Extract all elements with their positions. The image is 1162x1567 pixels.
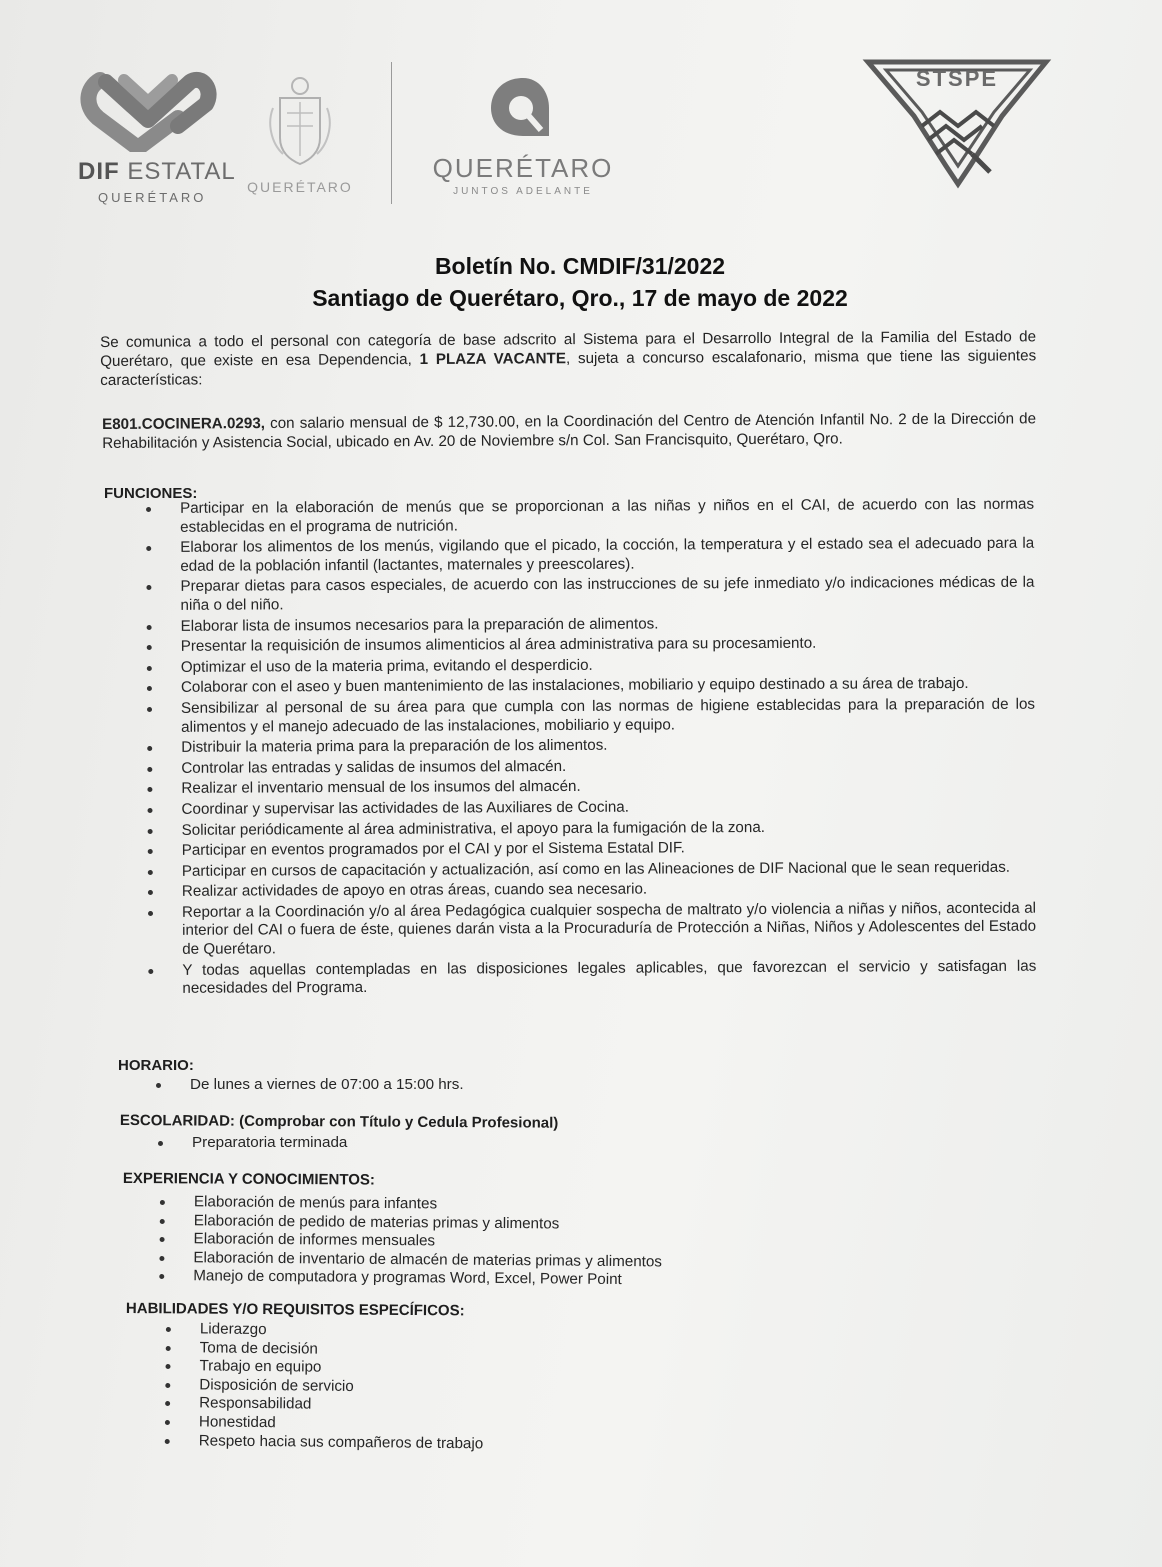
experiencia-heading: EXPERIENCIA Y CONOCIMIENTOS:: [122, 1170, 375, 1189]
dif-heart-icon: [78, 62, 218, 152]
list-item: Colaborar con el aseo y buen mantenimiento de las instalaciones, mobiliario y equipo destinado a su área de trabajo.: [147, 675, 1035, 698]
bulletin-number: Boletín No. CMDIF/31/2022: [434, 253, 726, 279]
list-item: Elaboración de informes mensuales: [160, 1230, 780, 1254]
list-item: Realizar el inventario mensual de los insumos del almacén.: [147, 776, 1035, 799]
list-item: Optimizar el uso de la materia prima, evitando el desperdicio.: [147, 654, 1035, 677]
stspe-emblem-icon: [862, 54, 1052, 194]
list-item: Disposición de servicio: [165, 1376, 665, 1400]
dif-subtitle: QUERÉTARO: [98, 190, 207, 205]
list-item: Toma de decisión: [166, 1339, 666, 1363]
stspe-text: STSPE: [915, 66, 999, 91]
list-item: Responsabilidad: [165, 1394, 665, 1418]
list-item: Elaborar lista de insumos necesarios para la preparación de alimentos.: [147, 613, 1035, 636]
horario-heading: HORARIO:: [118, 1057, 194, 1074]
list-item: Sensibilizar al personal de su área para que cumpla con las normas de higiene establecidas para la preparación de los alimentos y el manejo adecuado de las instalaciones, mobiliario y equipo.: [147, 696, 1035, 738]
funciones-heading: FUNCIONES:: [104, 485, 198, 502]
list-item: Reportar a la Coordinación y/o al área Pedagógica cualquier sospecha de maltrato y/o violencia a niñas y niños, acontecida al interior del CAI o fuera de éste, quienes darán vista a la Procuraduría de Protección a Niñas, Niños y Adolescentes del Estado de Querétaro.: [148, 900, 1036, 960]
list-item: Presentar la requisición de insumos alimenticios al área administrativa para su procesamiento.: [147, 634, 1035, 657]
escolaridad-list: [158, 1134, 558, 1153]
list-item: Manejo de computadora y programas Word, Excel, Power Point: [159, 1267, 779, 1291]
dif-name: DIF ESTATAL: [78, 158, 236, 185]
list-item: Coordinar y supervisar las actividades de las Auxiliares de Cocina.: [147, 797, 1035, 820]
list-item: Controlar las entradas y salidas de insumos del almacén.: [147, 755, 1035, 778]
list-item: Solicitar periódicamente al área administrativa, el apoyo para la fumigación de la zona.: [148, 817, 1036, 840]
list-item: Participar en eventos programados por el CAI y por el Sistema Estatal DIF.: [148, 838, 1036, 861]
list-item: Elaboración de inventario de almacén de materias primas y alimentos: [159, 1249, 779, 1273]
horario-list: [156, 1076, 556, 1095]
list-item: Elaborar los alimentos de los menús, vigilando que el picado, la cocción, la temperatura y el estado sea el adecuado para la edad de la población infantil (lactantes, maternales y preescolares).: [146, 535, 1034, 577]
experiencia-list: [159, 1193, 780, 1291]
list-item: Respeto hacia sus compañeros de trabajo: [165, 1432, 665, 1456]
list-item: Elaboración de pedido de materias primas y alimentos: [160, 1212, 780, 1236]
position-paragraph: E801.COCINERA.0293, con salario mensual de $ 12,730.00, en la Coordinación del Centro de Atención Infantil No. 2 de la Dirección de Rehabilitación y Asistencia Social, ubicado en Av. 20 de Noviembre s/n Col. San Francisquito, Querétaro, Qro.: [102, 410, 1037, 452]
escolaridad-heading: ESCOLARIDAD: (Comprobar con Título y Cedula Profesional): [119, 1112, 559, 1132]
list-item: Preparatoria terminada: [158, 1134, 558, 1153]
list-item: Participar en cursos de capacitación y actualización, así como en las Alineaciones de DIF Nacional que le sean requeridas.: [148, 858, 1036, 881]
queretaro-name: QUERÉTARO: [432, 153, 614, 183]
stspe-logo: [862, 54, 1052, 199]
funciones-list: [146, 496, 1036, 1001]
queretaro-slogan: JUNTOS ADELANTE: [453, 186, 593, 197]
queretaro-logo: [428, 72, 618, 197]
header-divider: [391, 62, 392, 204]
list-item: Trabajo en equipo: [165, 1357, 665, 1381]
crest-subtitle: QUERÉTARO: [247, 179, 353, 195]
list-item: Distribuir la materia prima para la preparación de los alimentos.: [147, 735, 1035, 758]
list-item: Y todas aquellas contempladas en las disposiciones legales aplicables, que favorezcan el servicio y satisfagan las necesidades del Programa.: [148, 957, 1036, 999]
queretaro-crest-logo: [240, 68, 360, 195]
vacancy-count: 1 PLAZA VACANTE: [419, 349, 566, 368]
list-item: De lunes a viernes de 07:00 a 15:00 hrs.: [156, 1076, 556, 1095]
list-item: Preparar dietas para casos especiales, de acuerdo con las instrucciones de su jefe inmediato y/o indicaciones médicas de la niña o del niño.: [146, 574, 1034, 616]
list-item: Participar en la elaboración de menús que se proporcionan a las niñas y niños en el CAI, de acuerdo con las normas establecidas en el programa de nutrición.: [146, 496, 1034, 538]
dif-estatal-logo: [78, 62, 236, 205]
position-code: E801.COCINERA.0293,: [102, 415, 266, 433]
habilidades-heading: HABILIDADES Y/O REQUISITOS ESPECÍFICOS:: [125, 1300, 465, 1320]
list-item: Elaboración de menús para infantes: [160, 1193, 780, 1217]
list-item: Liderazgo: [166, 1320, 666, 1344]
queretaro-q-icon: [483, 72, 563, 142]
list-item: Honestidad: [165, 1413, 665, 1437]
crest-icon: [265, 68, 335, 168]
intro-paragraph: Se comunica a todo el personal con categoría de base adscrito al Sistema para el Desarrollo Integral de la Familia del Estado de Querétaro, que existe en esa Dependencia, 1 PLAZA VACANTE, sujeta a concurso escalafonario, misma que tiene las siguientes características:: [100, 328, 1037, 389]
bulletin-date: Santiago de Querétaro, Qro., 17 de mayo de 2022: [312, 285, 848, 311]
habilidades-list: [165, 1320, 666, 1455]
list-item: Realizar actividades de apoyo en otras áreas, cuando sea necesario.: [148, 879, 1036, 902]
